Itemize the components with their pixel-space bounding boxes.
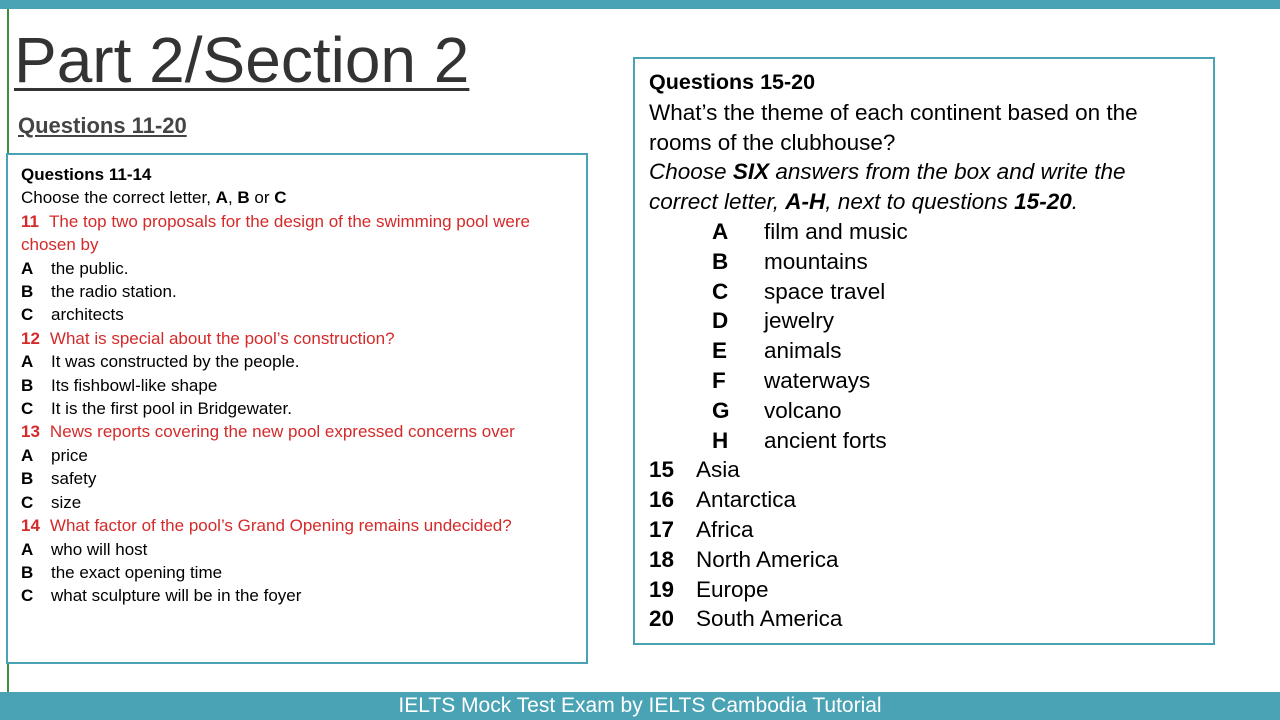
option-text: architects	[51, 305, 124, 325]
option-text: the radio station.	[51, 282, 177, 302]
question-13	[21, 420, 576, 443]
option-letter: A	[21, 539, 34, 559]
question-text: Africa	[696, 516, 754, 542]
instruction-text: Choose	[649, 159, 733, 185]
answer-option	[649, 277, 1213, 307]
question-number: 19	[649, 576, 675, 602]
question-text: What factor of the pool’s Grand Opening remains undecided?	[49, 516, 512, 536]
option-text: jewelry	[764, 308, 835, 334]
option-text: film and music	[764, 218, 908, 244]
question-number: 20	[649, 606, 675, 632]
question-number: 11	[21, 211, 39, 231]
option-letter: H	[712, 427, 729, 453]
instruction-letter-a: A	[215, 188, 228, 208]
instruction-text: .	[1071, 189, 1078, 215]
option-letter: A	[21, 445, 34, 465]
question-item	[649, 604, 1213, 634]
option-letter: G	[712, 397, 730, 423]
question-14	[21, 514, 576, 537]
option-row	[21, 538, 586, 561]
answer-option	[649, 247, 1213, 277]
answer-option	[649, 396, 1213, 426]
question-item	[649, 455, 1213, 485]
option-letter: A	[712, 218, 729, 244]
option-text: what sculpture will be in the foyer	[51, 586, 302, 606]
footer-credit: IELTS Mock Test Exam by IELTS Cambodia Tutorial	[0, 692, 1280, 720]
question-11	[21, 210, 576, 257]
instruction-line-2	[649, 187, 1213, 217]
top-accent-bar	[0, 0, 1280, 9]
option-letter: B	[21, 375, 34, 395]
option-row	[21, 350, 586, 373]
option-letter: A	[21, 258, 34, 278]
answer-option	[649, 306, 1213, 336]
option-letter: B	[21, 469, 34, 489]
instruction-letter-b: B	[237, 188, 250, 208]
option-letter: A	[21, 352, 34, 372]
question-12	[21, 327, 576, 350]
answer-option	[649, 217, 1213, 247]
instruction-sep: ,	[227, 188, 238, 208]
question-number: 14	[21, 516, 40, 536]
option-row	[21, 280, 586, 303]
option-text: It was constructed by the people.	[51, 352, 300, 372]
option-row	[21, 444, 586, 467]
option-row	[21, 397, 586, 420]
option-letter: C	[21, 399, 34, 419]
option-text: who will host	[51, 539, 148, 559]
question-item	[649, 485, 1213, 515]
option-text: animals	[764, 338, 842, 364]
option-text: volcano	[764, 397, 842, 423]
option-text: It is the first pool in Bridgewater.	[51, 399, 292, 419]
question-number: 18	[649, 546, 675, 572]
option-text: space travel	[764, 278, 886, 304]
option-letter: B	[21, 562, 34, 582]
instruction-text: correct letter,	[649, 189, 786, 215]
question-number: 17	[649, 516, 675, 542]
option-letter: D	[712, 308, 729, 334]
answer-option	[649, 336, 1213, 366]
question-line-1: What’s the theme of each continent based on the	[649, 99, 1138, 125]
option-text: ancient forts	[764, 427, 887, 453]
question-number: 16	[649, 487, 675, 513]
question-text: Europe	[696, 576, 769, 602]
option-row	[21, 257, 586, 280]
question-text: The top two proposals for the design of the swimming pool were chosen by	[21, 211, 530, 255]
option-row	[21, 584, 586, 607]
option-letter: B	[21, 282, 34, 302]
instruction-text: , next to questions	[825, 189, 1015, 215]
instruction-text: Choose the correct letter,	[21, 188, 216, 208]
option-text: Its fishbowl-like shape	[51, 375, 218, 395]
box-heading: Questions 11-14	[21, 165, 152, 184]
instruction-line-1	[649, 157, 1213, 187]
page-title: Part 2/Section 2	[14, 24, 470, 96]
question-number: 12	[21, 328, 40, 348]
option-row	[21, 374, 586, 397]
option-text: price	[51, 445, 88, 465]
instruction-question-range: 15-20	[1014, 189, 1072, 215]
option-row	[21, 303, 586, 326]
instruction-letter-c: C	[274, 188, 287, 208]
question-text: Asia	[696, 457, 740, 483]
question-item	[649, 515, 1213, 545]
question-text: News reports covering the new pool expressed concerns over	[49, 422, 515, 442]
option-text: waterways	[764, 367, 871, 393]
option-row	[21, 467, 586, 490]
question-line-2: rooms of the clubhouse?	[649, 129, 896, 155]
option-text: safety	[51, 469, 97, 489]
instruction	[21, 186, 586, 209]
option-text: the exact opening time	[51, 562, 223, 582]
question-text: South America	[696, 606, 843, 632]
instruction-or: or	[249, 188, 275, 208]
option-letter: C	[21, 492, 34, 512]
option-row	[21, 561, 586, 584]
question-text: Antarctica	[696, 487, 797, 513]
option-letter: E	[712, 338, 728, 364]
option-letter: F	[712, 367, 726, 393]
option-letter: C	[21, 305, 34, 325]
question-item	[649, 575, 1213, 605]
option-text: mountains	[764, 248, 868, 274]
option-text: size	[51, 492, 82, 512]
option-letter: C	[21, 586, 34, 606]
instruction-text: answers from the box and write the	[769, 159, 1126, 185]
section-subtitle: Questions 11-20	[18, 113, 187, 138]
answer-option	[649, 426, 1213, 456]
questions-11-14-box	[6, 153, 588, 664]
option-text: the public.	[51, 258, 129, 278]
question-number: 15	[649, 457, 675, 483]
box-heading: Questions 15-20	[649, 70, 816, 94]
question-text: North America	[696, 546, 839, 572]
questions-15-20-box	[633, 57, 1215, 645]
option-letter: B	[712, 248, 729, 274]
question-number: 13	[21, 422, 40, 442]
question-text: What is special about the pool’s construction?	[49, 328, 395, 348]
question-item	[649, 545, 1213, 575]
option-letter: C	[712, 278, 729, 304]
instruction-six: SIX	[732, 159, 770, 185]
answer-option	[649, 366, 1213, 396]
instruction-letter-range: A-H	[785, 189, 826, 215]
option-row	[21, 491, 586, 514]
